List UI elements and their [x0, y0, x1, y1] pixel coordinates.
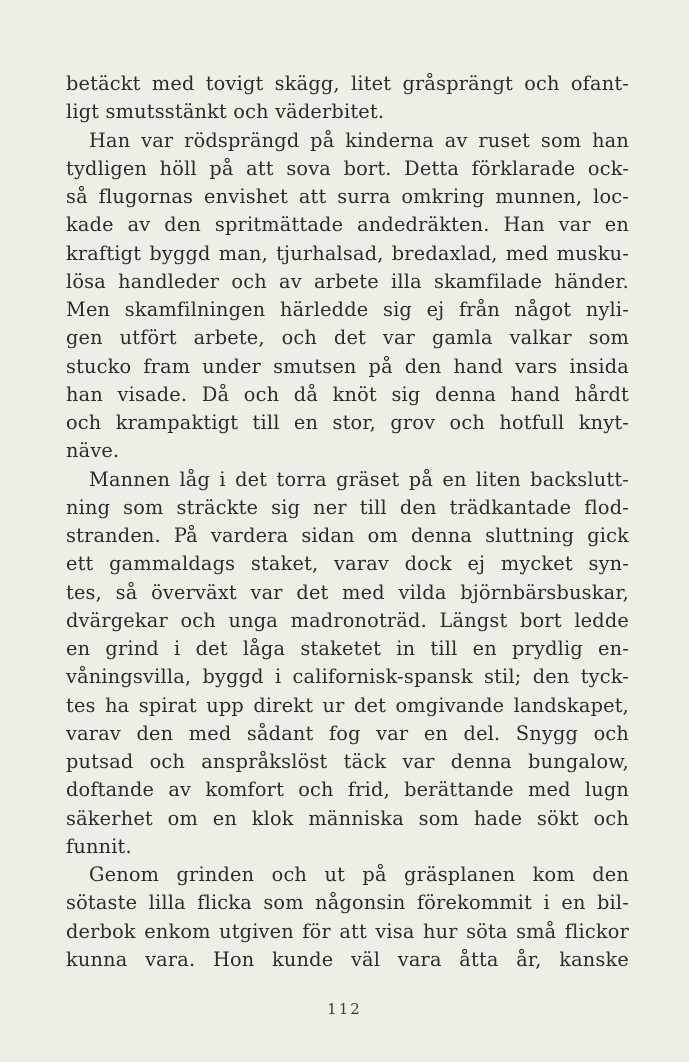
text-line: stranden. På vardera sidan om denna sluttning gick — [66, 524, 629, 547]
text-line: Men skamfilningen härledde sig ej från något nyli- — [66, 298, 629, 321]
text-line: funnit. — [66, 834, 132, 858]
text-line: ning som sträckte sig ner till den trädkantade flod- — [66, 495, 629, 519]
text-line: kunna vara. Hon kunde väl vara åtta år, kanske — [66, 947, 629, 971]
page-number: 112 — [327, 1000, 362, 1018]
text-line: dvärgekar och unga madronoträd. Längst bort ledde — [66, 608, 629, 632]
body-text — [66, 70, 629, 974]
text-line: stucko fram under smutsen på den hand vars insida — [66, 354, 629, 378]
text-line: Mannen låg i det torra gräset på en liten backslutt- — [89, 467, 629, 491]
text-line: Genom grinden och ut på gräsplanen kom den — [89, 863, 629, 886]
text-line: kraftigt byggd man, tjurhalsad, bredaxlad, med musku- — [66, 241, 629, 265]
text-line: och krampaktigt till en stor, grov och hotfull knyt- — [66, 411, 629, 434]
text-line: derbok enkom utgiven för att visa hur söta små flickor — [66, 919, 629, 943]
text-line: kade av den spritmättade andedräkten. Han var en — [66, 213, 629, 237]
text-line: doftande av komfort och frid, berättande med lugn — [66, 778, 629, 802]
text-line: varav den med sådant fog var en del. Snygg och — [66, 721, 629, 745]
text-line: tes ha spirat upp direkt ur det omgivande landskapet, — [66, 693, 629, 717]
text-line: han visade. Då och då knöt sig denna hand hårdt — [66, 382, 629, 406]
text-line: lösa handleder och av arbete illa skamfilade händer. — [66, 269, 629, 293]
text-line: näve. — [66, 439, 120, 463]
text-line: ligt smutsstänkt och väderbitet. — [66, 100, 385, 124]
text-line: tes, så överväxt var det med vilda björnbärsbuskar, — [66, 580, 629, 604]
text-line: putsad och anspråkslöst täck var denna bungalow, — [66, 750, 629, 773]
text-line: sötaste lilla flicka som någonsin förekommit i en bil- — [66, 891, 629, 915]
text-line: våningsvilla, byggd i californisk-spansk stil; den tyck- — [66, 665, 629, 689]
text-line: tydligen höll på att sova bort. Detta förklarade ock- — [66, 156, 629, 180]
text-line: Han var rödsprängd på kinderna av ruset som han — [89, 128, 629, 152]
text-line: säkerhet om en klok människa som hade sökt och — [66, 806, 629, 830]
text-line: betäckt med tovigt skägg, litet gråsprängt och ofant- — [66, 72, 629, 95]
text-line: en grind i det låga staketet in till en prydlig en- — [66, 637, 629, 660]
text-line: gen utfört arbete, och det var gamla valkar som — [66, 326, 629, 350]
text-line: ett gammaldags staket, varav dock ej mycket syn- — [66, 552, 629, 576]
text-line: så flugornas envishet att surra omkring munnen, loc- — [66, 185, 629, 208]
